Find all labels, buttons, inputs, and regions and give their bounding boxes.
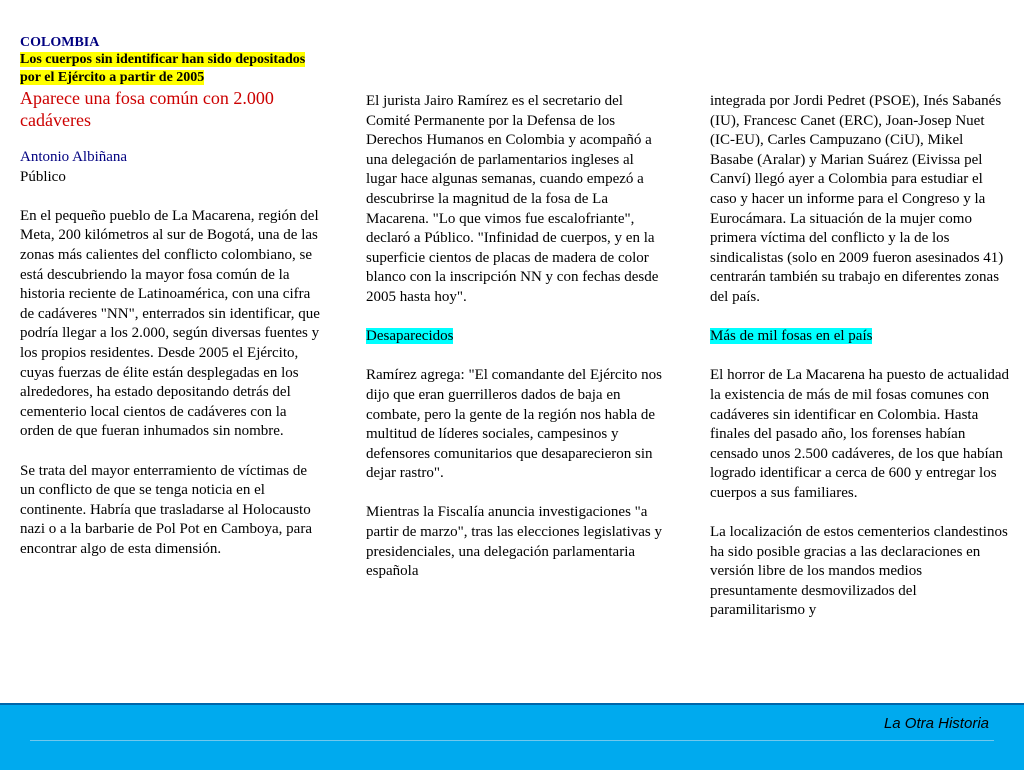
- paragraph: En el pequeño pueblo de La Macarena, región del Meta, 200 kilómetros al sur de Bogotá, una de las zonas más calientes del conflicto colombiano, se está descubriendo la mayor fosa común de la historia reciente de Latinoamérica, con una cifra de cadáveres "NN", enterrados sin identificar, que podría llegar a los 2.000, según diversas fuentes y los propios residentes. Desde 2005 el Ejército, cuyas fuerzas de élite están desplegadas en los alrededores, ha estado depositando detrás del cementerio local cientos de cadáveres con la orden de que fueran inhumados sin nombre.: [20, 207, 320, 440]
- paragraph: La localización de estos cementerios clandestinos ha sido posible gracias a las declaraciones en versión libre de los mandos medios presuntamente desmovilizados del paramilitarismo y: [710, 524, 1008, 619]
- paragraph: Se trata del mayor enterramiento de víctimas de un conflicto de que se tenga noticia en el continente. Habría que trasladarse al Holocausto nazi o a la barbarie de Pol Pot en Camboya, para encontrar algo de esta dimensión.: [20, 462, 312, 557]
- column-1: [20, 34, 320, 579]
- column-2: [366, 92, 666, 601]
- paragraph: Mientras la Fiscalía anuncia investigaciones "a partir de marzo", tras las elecciones legislativas y presidenciales, una delegación parlamentaria española: [366, 504, 663, 580]
- outlet: Público: [20, 168, 66, 185]
- column-3: [710, 92, 1010, 641]
- section-heading-text: Desaparecidos: [366, 328, 454, 345]
- paragraph: integrada por Jordi Pedret (PSOE), Inés Sabanés (IU), Francesc Canet (ERC), Joan-Josep Nuet (IC-EU), Carles Campuzano (CiU), Mikel Basabe (Aralar) y Marian Suárez (Eivissa pel Canví) llegó ayer a Colombia para estudiar el caso y hacer un informe para el Congreso y la Eurocámara. La situación de la mujer como primera víctima del conflicto y la de los sindicalistas (solo en 2009 fueron asesinados 41) centrarán también su trabajo en diferentes zonas del país.: [710, 93, 1004, 305]
- kicker: COLOMBIA: [20, 35, 100, 50]
- footer-divider: [30, 740, 994, 741]
- author: Antonio Albiñana: [20, 149, 128, 165]
- subheadline-text: Los cuerpos sin identificar han sido depositados por el Ejército a partir de 2005: [20, 52, 306, 85]
- section-heading: [710, 327, 1010, 347]
- headline: Aparece una fosa común con 2.000 cadáveres: [20, 88, 274, 130]
- footer-label: La Otra Historia: [883, 715, 989, 732]
- paragraph: El horror de La Macarena ha puesto de actualidad la existencia de más de mil fosas comunes con cadáveres sin identificar en Colombia. Hasta finales del pasado año, los forenses habían censado unos 2.500 cadáveres, de los que habían logrado identificar a cerca de 600 y entregar los cuerpos a sus familiares.: [710, 367, 1010, 501]
- paragraph: El jurista Jairo Ramírez es el secretario del Comité Permanente por la Defensa de los Derechos Humanos en Colombia y acompañó a una delegación de parlamentarios ingleses al lugar hace algunas semanas, cuando empezó a descubrirse la magnitud de la fosa de La Macarena. "Lo que vimos fue escalofriante", declaró a Público. "Infinidad de cuerpos, y en la superficie cientos de placas de madera de color blanco con la inscripción NN y con fechas desde 2005 hasta hoy".: [366, 93, 659, 305]
- section-heading-text: Más de mil fosas en el país: [710, 328, 873, 345]
- footer-bar: [0, 703, 1024, 770]
- subheadline: [20, 51, 320, 87]
- paragraph: Ramírez agrega: "El comandante del Ejército nos dijo que eran guerrilleros dados de baja en combate, pero la gente de la región nos habla de multitud de líderes sociales, campesinos y defensores comunitarios que desaparecieron sin dejar rastro".: [366, 367, 663, 482]
- section-heading: [366, 327, 666, 347]
